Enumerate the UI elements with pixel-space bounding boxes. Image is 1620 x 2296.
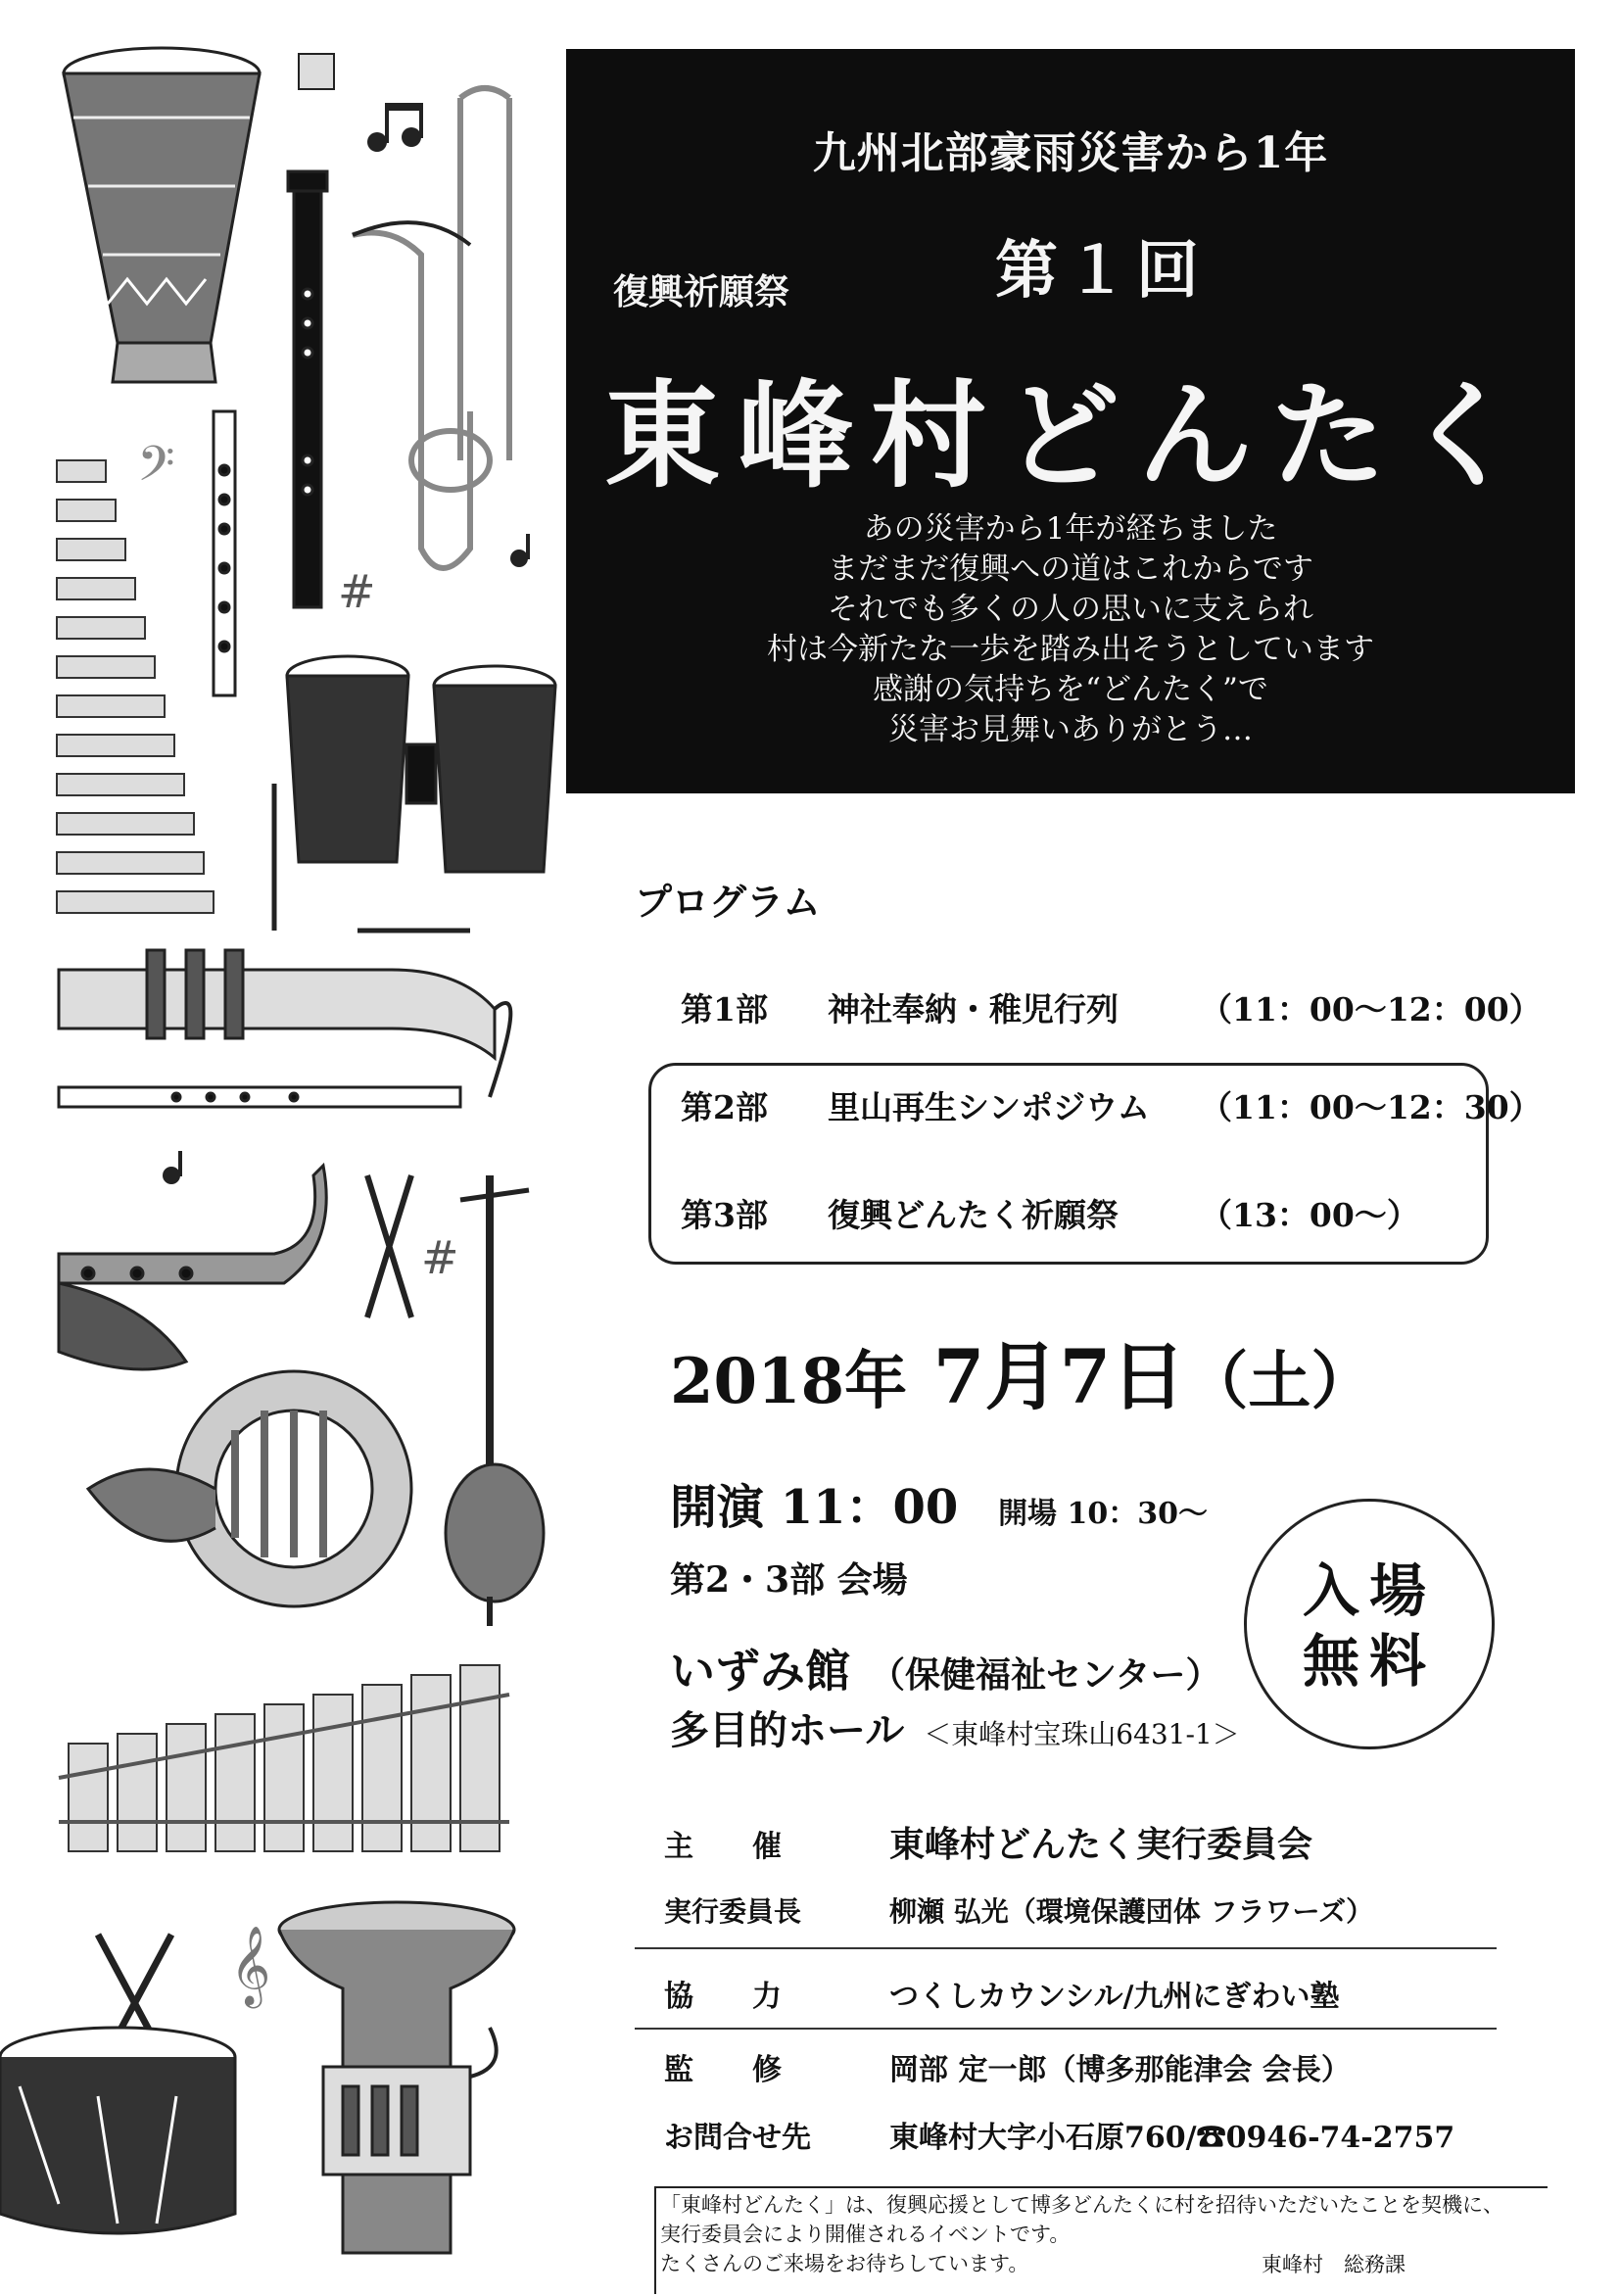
program-heading: プログラム bbox=[635, 880, 821, 924]
program-time: （11：00～12：30） bbox=[1200, 1088, 1542, 1126]
chair-label: 実行委員長 bbox=[664, 1895, 802, 1928]
free-admission-line: 無料 bbox=[1302, 1628, 1436, 1695]
header-banner bbox=[566, 49, 1575, 793]
issuing-department: 東峰村 総務課 bbox=[1262, 2253, 1406, 2276]
supervision-label: 監 修 bbox=[664, 2053, 782, 2087]
event-weekday: （土） bbox=[1185, 1345, 1374, 1418]
program-row bbox=[681, 984, 1542, 1030]
svg-text:𝄢: 𝄢 bbox=[137, 436, 175, 504]
message-line: まだまだ復興への道はこれからです bbox=[828, 551, 1313, 587]
contact-value: 東峰村大字小石原760/☎0946-74-2757 bbox=[889, 2121, 1455, 2155]
flute-icon bbox=[214, 411, 235, 695]
footer-note-line: 実行委員会により開催されるイベントです。 bbox=[660, 2223, 1071, 2246]
program-name: 神社奉納・稚児行列 bbox=[828, 990, 1119, 1028]
message-line: 災害お見舞いありがとう… bbox=[888, 712, 1253, 747]
saxophone-icon bbox=[59, 1166, 326, 1369]
program-time: （11：00～12：00） bbox=[1200, 990, 1542, 1028]
prayer-festival-label: 復興祈願祭 bbox=[613, 271, 790, 312]
program-part: 第3部 bbox=[681, 1196, 768, 1234]
shamisen-icon bbox=[446, 1175, 544, 1626]
venue-title: いずみ館 bbox=[670, 1645, 850, 1698]
glockenspiel-icon bbox=[59, 1665, 509, 1851]
svg-text:#: # bbox=[421, 1231, 459, 1284]
svg-text:#: # bbox=[338, 565, 376, 618]
trumpet-icon bbox=[59, 950, 510, 1097]
chair-row bbox=[664, 1890, 1373, 1930]
venue-address: ＜東峰村宝珠山6431-1＞ bbox=[924, 1718, 1240, 1750]
message-line: あの災害から1年が経ちました bbox=[863, 511, 1278, 547]
program-name: 復興どんたく祈願祭 bbox=[828, 1196, 1119, 1234]
edition-number: 第１回 bbox=[995, 234, 1207, 308]
credits-divider bbox=[635, 1947, 1497, 1949]
footer-note-box bbox=[654, 2186, 1548, 2294]
hall-name: 多目的ホール bbox=[670, 1707, 905, 1753]
snare-drum-icon bbox=[0, 2028, 235, 2233]
free-admission-badge bbox=[1244, 1499, 1495, 1749]
venue-hall bbox=[670, 1699, 1240, 1755]
clarinet-icon bbox=[288, 171, 327, 607]
cooperation-label: 協 力 bbox=[664, 1980, 782, 2014]
header-subtitle: 九州北部豪雨災害から1年 bbox=[812, 128, 1329, 178]
opening-label: 開演 bbox=[670, 1480, 765, 1535]
header-message bbox=[566, 509, 1575, 750]
program-row bbox=[681, 1190, 1419, 1236]
djembe-drum-icon bbox=[64, 48, 260, 382]
host-row bbox=[664, 1817, 1312, 1867]
program-part: 第1部 bbox=[681, 990, 768, 1028]
footer-note-line: たくさんのご来場をお待ちしています。 bbox=[660, 2252, 1029, 2275]
piccolo-icon bbox=[59, 1087, 460, 1107]
doors-open-time: 開場 10：30～ bbox=[998, 1497, 1209, 1531]
event-day: 7月7日 bbox=[932, 1333, 1186, 1420]
opening-value: 11：00 bbox=[780, 1480, 959, 1535]
svg-text:𝄞: 𝄞 bbox=[230, 1925, 271, 2005]
xylophone-icon bbox=[57, 460, 214, 913]
bongo-drums-icon bbox=[287, 656, 555, 872]
trombone-icon bbox=[353, 88, 509, 568]
tuba-icon bbox=[279, 1902, 514, 2253]
supervision-row bbox=[664, 2045, 1351, 2088]
program-time: （13：00～） bbox=[1200, 1196, 1419, 1234]
footer-note-line: 「東峰村どんたく」は、復興応援として博多どんたくに村を招待いただいたことを契機に、 bbox=[660, 2193, 1503, 2217]
event-year: 2018年 bbox=[670, 1345, 908, 1418]
venue-name bbox=[670, 1636, 1221, 1700]
event-date bbox=[670, 1317, 1373, 1424]
cooperation-row bbox=[664, 1972, 1339, 2015]
message-line: 感謝の気持ちを“どんたく”で bbox=[873, 672, 1268, 707]
chair-value: 柳瀬 弘光（環境保護団体 フラワーズ） bbox=[889, 1895, 1374, 1928]
credits-divider bbox=[635, 2028, 1497, 2030]
main-title: 東峰村どんたく bbox=[603, 368, 1537, 503]
cooperation-value: つくしカウンシル/九州にぎわい塾 bbox=[889, 1980, 1340, 2014]
free-admission-line: 入場 bbox=[1302, 1557, 1436, 1624]
venue-subtitle: （保健福祉センター） bbox=[870, 1654, 1221, 1696]
french-horn-icon bbox=[88, 1371, 411, 1606]
host-value: 東峰村どんたく実行委員会 bbox=[889, 1824, 1313, 1865]
opening-time bbox=[670, 1469, 1208, 1537]
program-name: 里山再生シンポジウム bbox=[828, 1088, 1150, 1126]
host-label: 主 催 bbox=[664, 1830, 782, 1864]
program-part: 第2部 bbox=[681, 1088, 768, 1126]
supervision-value: 岡部 定一郎（博多那能津会 会長） bbox=[889, 2053, 1351, 2087]
instrument-illustrations bbox=[0, 0, 627, 2296]
contact-row bbox=[664, 2113, 1454, 2156]
venue-label: 第2・3部 会場 bbox=[670, 1559, 908, 1601]
contact-label: お問合せ先 bbox=[664, 2121, 811, 2155]
message-line: 村は今新たな一歩を踏み出そうとしています bbox=[767, 632, 1374, 667]
message-line: それでも多くの人の思いに支えられ bbox=[828, 592, 1313, 627]
program-row bbox=[681, 1082, 1542, 1128]
